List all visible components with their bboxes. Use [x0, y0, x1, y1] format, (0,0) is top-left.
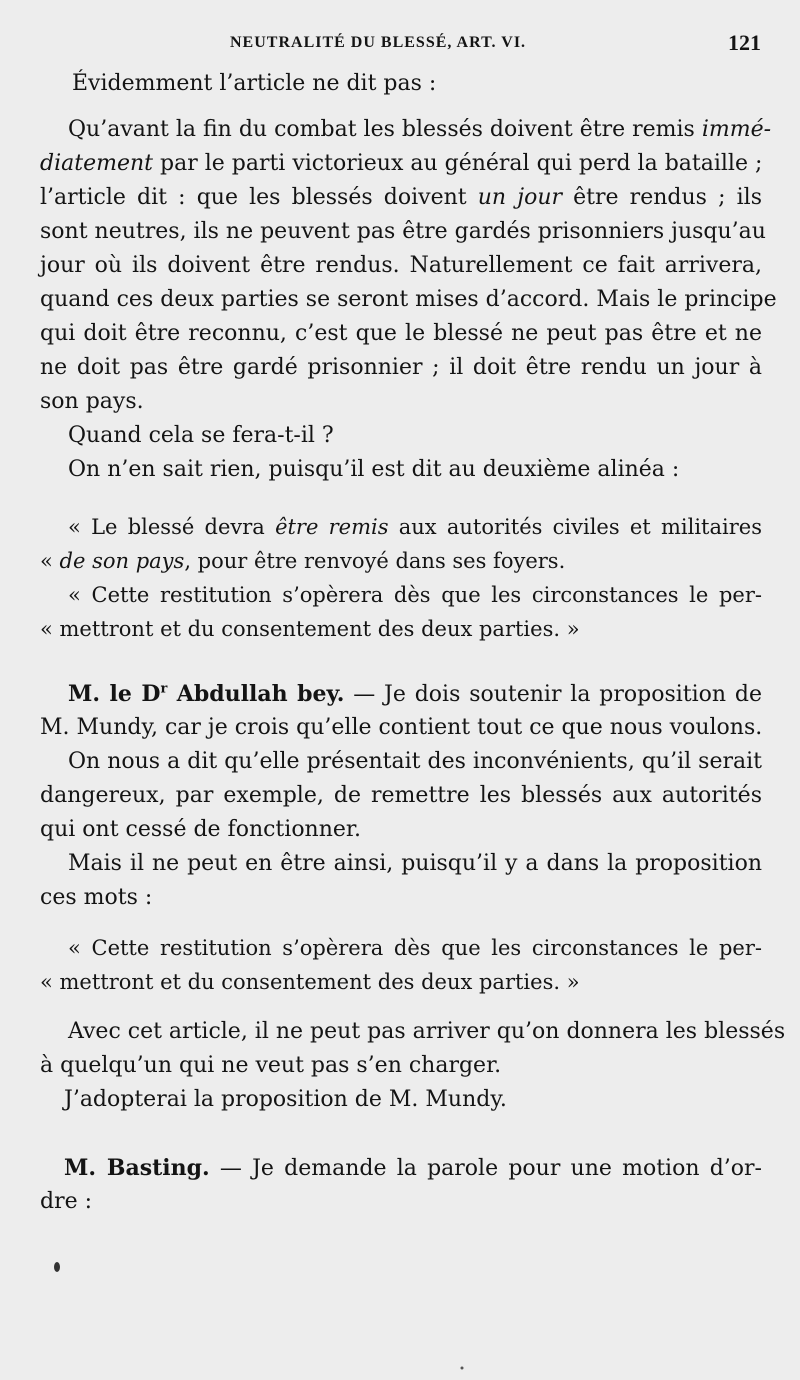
body-line: M. Mundy, car je crois qu’elle contient tout ce que nous voulons.	[40, 715, 763, 740]
body-line: Évidemment l’article ne dit pas :	[72, 71, 437, 96]
body-line: Quand cela se fera-t-il ?	[68, 423, 334, 448]
body-line: quand ces deux parties se seront mises d’accord. Mais le principe	[40, 287, 777, 312]
body-line: ne doit pas être gardé prisonnier ; il doit être rendu un jour à	[40, 355, 762, 380]
quote-line: « Cette restitution s’opèrera dès que les circonstances le per-	[68, 583, 762, 607]
body-line: Avec cet article, il ne peut pas arriver qu’on donnera les blessés	[68, 1019, 786, 1044]
body-line: dre :	[40, 1189, 93, 1214]
body-line: Qu’avant la fin du combat les blessés doivent être remis immé-	[68, 117, 772, 142]
body-line: diatement par le parti victorieux au général qui perd la bataille ;	[40, 151, 763, 176]
body-line: jour où ils doivent être rendus. Naturellement ce fait arrivera,	[40, 253, 762, 278]
speaker-name: M. Basting.	[64, 1155, 210, 1181]
body-line: son pays.	[40, 389, 144, 414]
body-line: J’adopterai la proposition de M. Mundy.	[64, 1087, 507, 1112]
body-line: dangereux, par exemple, de remettre les blessés aux autorités	[40, 783, 762, 808]
body-line: Mais il ne peut en être ainsi, puisqu’il y a dans la proposition	[68, 851, 762, 876]
speaker-line: M. le $D^r$ Abdullah bey. — Je dois soutenir la proposition de	[68, 681, 763, 707]
speaker-name: M. le $D^r$ Abdullah bey.	[68, 681, 345, 707]
ink-speck	[461, 1367, 464, 1370]
quote-line: « Le blessé devra être remis aux autorités civiles et militaires	[68, 515, 762, 539]
body-line: qui doit être reconnu, c’est que le blessé ne peut pas être et ne	[40, 321, 762, 346]
body-line: ces mots :	[40, 885, 153, 910]
body-line: sont neutres, ils ne peuvent pas être gardés prisonniers jusqu’au	[40, 219, 766, 244]
body-line: l’article dit : que les blessés doivent un jour être rendus ; ils	[40, 185, 762, 210]
body-line: On nous a dit qu’elle présentait des inconvénients, qu’il serait	[68, 749, 762, 774]
body-line: On n’en sait rien, puisqu’il est dit au deuxième alinéa :	[68, 457, 680, 482]
quote-line: « mettront et du consentement des deux parties. »	[40, 970, 580, 994]
running-title: NEUTRALITÉ DU BLESSÉ, ART. VI.	[230, 34, 527, 51]
body-line: à quelqu’un qui ne veut pas s’en charger.	[40, 1053, 502, 1078]
quote-line: « Cette restitution s’opèrera dès que les circonstances le per-	[68, 936, 762, 960]
quote-line: « de son pays, pour être renvoyé dans ses foyers.	[40, 549, 566, 573]
body-line: qui ont cessé de fonctionner.	[40, 817, 362, 842]
quote-line: « mettront et du consentement des deux parties. »	[40, 617, 580, 641]
page-number: 121	[728, 30, 761, 55]
speaker-line: M. Basting. — Je demande la parole pour une motion d’or-	[64, 1155, 762, 1181]
ink-speck	[54, 1262, 60, 1272]
